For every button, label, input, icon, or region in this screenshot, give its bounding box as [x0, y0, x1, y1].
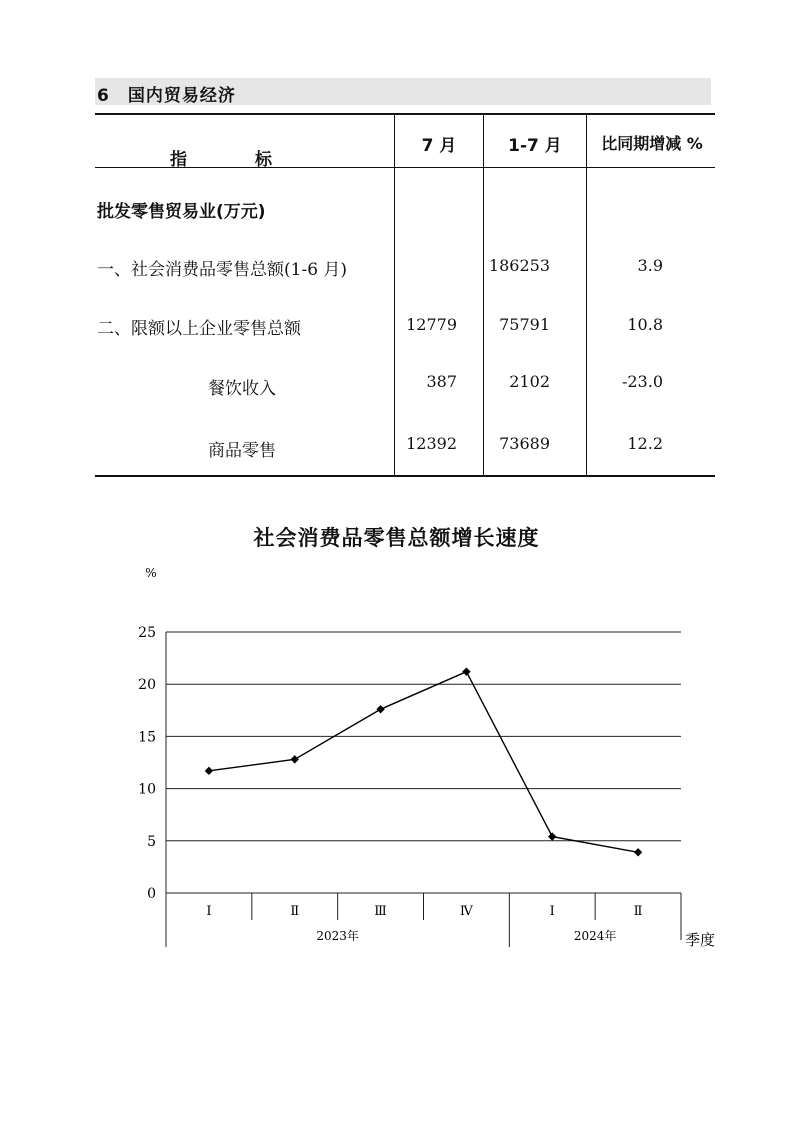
x-category-label: Ⅰ [206, 904, 212, 919]
row-ytd: 186253 [488, 256, 550, 275]
x-axis-title: 季度 [684, 931, 716, 949]
group-title: 批发零售贸易业(万元) [97, 202, 266, 222]
data-point-marker [634, 848, 642, 856]
row-label: 二、限额以上企业零售总额 [97, 319, 301, 339]
y-tick-label: 10 [138, 781, 156, 798]
table-col-divider-1 [394, 114, 395, 476]
chart-title: 社会消费品零售总额增长速度 [253, 526, 540, 550]
row-month: 387 [426, 372, 457, 391]
x-year-label: 2024年 [573, 929, 617, 943]
data-point-marker [548, 832, 556, 840]
x-category-label: Ⅳ [459, 904, 473, 919]
x-category-label: Ⅲ [374, 904, 387, 919]
data-point-marker [376, 705, 384, 713]
x-category-label: Ⅰ [549, 904, 555, 919]
header-month: 7 月 [421, 136, 457, 156]
x-year-label: 2023年 [316, 929, 359, 943]
data-point-marker [291, 755, 299, 763]
y-tick-label: 0 [147, 886, 156, 902]
header-indicator: 指 标 [170, 150, 272, 170]
row-label: 一、社会消费品零售总额(1-6 月) [97, 260, 348, 280]
table-bottom-border [95, 475, 715, 477]
row-yoy: -23.0 [621, 372, 663, 391]
y-tick-label: 5 [147, 833, 156, 850]
row-month: 12779 [406, 315, 457, 334]
y-tick-label: 20 [138, 677, 156, 694]
table-top-border [95, 113, 715, 115]
header-ytd: 1-7 月 [508, 136, 562, 156]
header-yoy: 比同期增减 % [601, 134, 703, 153]
x-category-label: Ⅱ [633, 904, 643, 919]
row-month: 12392 [406, 434, 457, 453]
x-category-label: Ⅱ [290, 904, 300, 919]
growth-line-chart [0, 555, 793, 1015]
table-col-divider-2 [483, 114, 484, 476]
row-ytd: 2102 [509, 372, 550, 391]
row-yoy: 12.2 [627, 434, 663, 453]
data-point-marker [205, 767, 213, 775]
row-ytd: 75791 [499, 315, 550, 334]
section-title: 6 国内贸易经济 [97, 86, 236, 106]
row-label: 商品零售 [208, 441, 276, 461]
row-yoy: 3.9 [637, 256, 663, 275]
row-label: 餐饮收入 [208, 379, 276, 399]
y-axis-unit: % [145, 566, 157, 580]
row-yoy: 10.8 [627, 315, 663, 334]
data-point-marker [462, 667, 470, 675]
table-col-divider-3 [586, 114, 587, 476]
y-tick-label: 15 [138, 729, 156, 746]
row-ytd: 73689 [499, 434, 550, 453]
section-header [95, 78, 711, 105]
y-tick-label: 25 [138, 625, 156, 641]
series-line [209, 672, 638, 853]
